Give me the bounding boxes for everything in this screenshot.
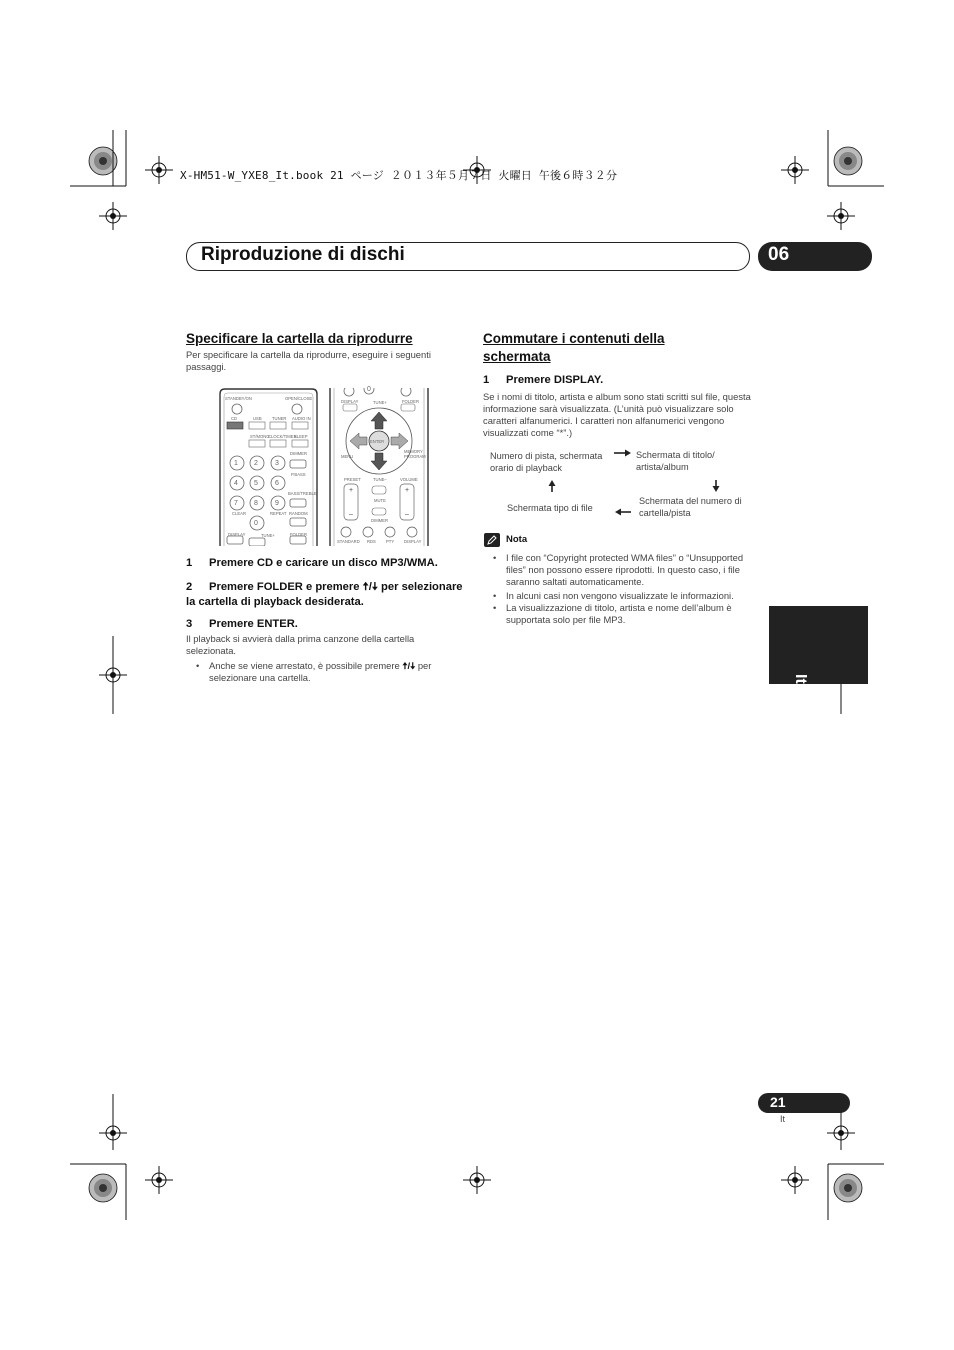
remote-label-enter: ENTER <box>370 439 385 444</box>
remote-key-3: 3 <box>275 460 279 467</box>
remote-label-pbass: P.BASS <box>291 472 306 477</box>
remote-label-clock: CLOCK/TIMER <box>268 434 297 439</box>
left-step-3-number: 3 <box>186 618 193 630</box>
left-step-2-text-b: per selezionare la cartella di playback desiderata. <box>186 581 463 608</box>
remote-label-sleep: SLEEP <box>294 434 308 439</box>
remote-label-tuner: TUNER <box>272 416 287 421</box>
remote-label-mute: MUTE <box>374 498 386 503</box>
remote-key-0-top: 0 <box>367 386 371 393</box>
left-step-3-text: Premere ENTER. <box>209 618 298 630</box>
note-icon <box>484 533 500 547</box>
note-item <box>493 602 756 626</box>
right-heading <box>483 330 665 366</box>
left-step-2 <box>186 580 468 610</box>
remote-label-tune-plus: TUNE+ <box>373 400 387 405</box>
page-language: It <box>780 1114 786 1124</box>
left-step-1-text: Premere CD e caricare un disco MP3/WMA. <box>209 557 438 569</box>
remote-key-2: 2 <box>254 460 258 467</box>
remote-key-8: 8 <box>254 500 258 507</box>
diagram-box-track-time: Numero di pista, schermata orario di playback <box>490 451 603 473</box>
note-pen-svg <box>484 533 500 547</box>
remote-label-menu: MENU <box>341 454 354 459</box>
remote-label-volume: VOLUME <box>400 477 418 482</box>
left-intro: Per specificare la cartella da riprodurre, eseguire i seguenti passaggi. <box>186 349 431 372</box>
right-step-1-text: Premere DISPLAY. <box>506 374 604 386</box>
remote-label-folder-left: FOLDER <box>290 532 307 537</box>
remote-label-tune-minus: TUNE– <box>373 477 387 482</box>
right-heading-line-2: schermata <box>483 349 551 364</box>
note-title: Nota <box>506 534 528 545</box>
remote-key-0: 0 <box>254 520 258 527</box>
right-step-1-number: 1 <box>483 374 490 386</box>
diagram-arrows <box>480 440 760 530</box>
left-bullet <box>196 660 463 684</box>
note-item-text: La visualizzazione di titolo, artista e nome dell’album è supportata solo per file MP3. <box>506 602 732 625</box>
page-title: Riproduzione di dischi <box>201 244 405 265</box>
remote-label-standby: STANDBY/ON <box>225 396 252 401</box>
remote-key-9: 9 <box>275 500 279 507</box>
right-step-1 <box>483 373 603 388</box>
bullet-dot: • <box>493 590 497 601</box>
remote-label-folder-right: FOLDER <box>402 399 419 404</box>
diagram-box-title-artist: Schermata di titolo/ artista/album <box>636 450 715 472</box>
language-tab-label: Italiano <box>792 674 809 731</box>
left-step-2-number: 2 <box>186 581 193 593</box>
left-bullet-text-b: per selezionare una cartella. <box>209 660 432 683</box>
remote-label-standard: STANDARD <box>337 539 360 544</box>
page-number-badge <box>758 1093 850 1113</box>
remote-label-repeat: REPEAT <box>270 511 287 516</box>
left-step-1-number: 1 <box>186 557 193 569</box>
remote-label-display-bottom: DISPLAY <box>404 539 422 544</box>
diagram-box-file-type: Schermata tipo di file <box>507 503 593 513</box>
remote-key-4: 4 <box>234 480 238 487</box>
remote-label-pty: PTY <box>386 539 395 544</box>
left-heading: Specificare la cartella da riprodurre <box>186 331 413 346</box>
remote-key-5: 5 <box>254 480 258 487</box>
remote-label-cd: CD <box>231 416 238 421</box>
remote-label-dimmer-left: DIMMER <box>290 451 307 456</box>
left-step-3 <box>186 617 468 632</box>
remote-label-st-mono: ST/MONO <box>250 434 270 439</box>
remote-key-7: 7 <box>234 500 238 507</box>
remote-label-preset: PRESET <box>344 477 361 482</box>
left-bullet-text-a: Anche se viene arrestato, è possibile premere <box>209 660 403 671</box>
remote-key-6: 6 <box>275 480 279 487</box>
left-step-2-text-a: Premere FOLDER e premere <box>209 581 363 593</box>
print-header: X-HM51-W_YXE8_It.book 21 ページ ２０１３年５月７日 火曜日 午後６時３２分 <box>180 169 618 182</box>
title-bar <box>186 242 750 271</box>
remote-illustration <box>218 388 432 546</box>
bullet-dot: • <box>196 660 200 671</box>
diagram-box-folder-track: Schermata del numero di cartella/pista <box>639 496 742 518</box>
remote-label-clear: CLEAR <box>232 511 246 516</box>
right-heading-line-1: Commutare i contenuti della <box>483 331 665 346</box>
page-number: 21 <box>770 1094 786 1110</box>
remote-label-rds: RDS <box>367 539 376 544</box>
left-step-1 <box>186 556 468 571</box>
up-down-arrow-icon: 🠅/🠇 <box>402 660 416 671</box>
remote-label-memory: MEMORY PROGRAM <box>404 449 426 459</box>
remote-illustration-svg <box>218 388 432 546</box>
remote-label-display-right: DISPLAY <box>341 399 359 404</box>
language-tab <box>769 606 868 731</box>
svg-text:+: + <box>349 487 354 494</box>
svg-text:–: – <box>405 511 409 518</box>
remote-label-tune-left: TUNE+ <box>261 533 275 538</box>
chapter-badge <box>758 242 872 271</box>
svg-text:–: – <box>349 511 353 518</box>
svg-text:+: + <box>405 487 410 494</box>
note-item <box>493 590 756 602</box>
chapter-number: 06 <box>768 244 790 265</box>
note-item-text: I file con “Copyright protected WMA files” o “Unsupported files” non possono essere riprodotti. In questo caso, i file saranno saltati automaticamente. <box>506 552 744 587</box>
remote-label-dimmer-right: DIMMER <box>371 518 388 523</box>
note-item <box>493 552 756 588</box>
bullet-dot: • <box>493 602 497 613</box>
remote-label-bass-treble: BASS/TREBLE <box>288 491 317 496</box>
remote-label-audio-in: AUDIO IN <box>292 416 311 421</box>
left-step-3-body: Il playback si avvierà dalla prima canzone della cartella selezionata. <box>186 633 415 656</box>
up-down-arrow-icon: 🠅/🠇 <box>362 581 378 593</box>
remote-label-display-left: DISPLAY <box>228 532 246 537</box>
remote-label-open: OPEN/CLOSE <box>285 396 313 401</box>
right-body: Se i nomi di titolo, artista e album sono stati scritti sul file, questa informazione sarà visualizzata. (L’unità può visualizzare solo caratteri alfanumerici. I caratteri non alfanumerici vengono visualizzati come “*”.) <box>483 391 751 438</box>
bullet-dot: • <box>493 552 497 563</box>
remote-key-1: 1 <box>234 460 238 467</box>
remote-label-random: RANDOM <box>289 511 308 516</box>
note-item-text: In alcuni casi non vengono visualizzate le informazioni. <box>506 590 734 601</box>
remote-label-usb: USB <box>253 416 262 421</box>
